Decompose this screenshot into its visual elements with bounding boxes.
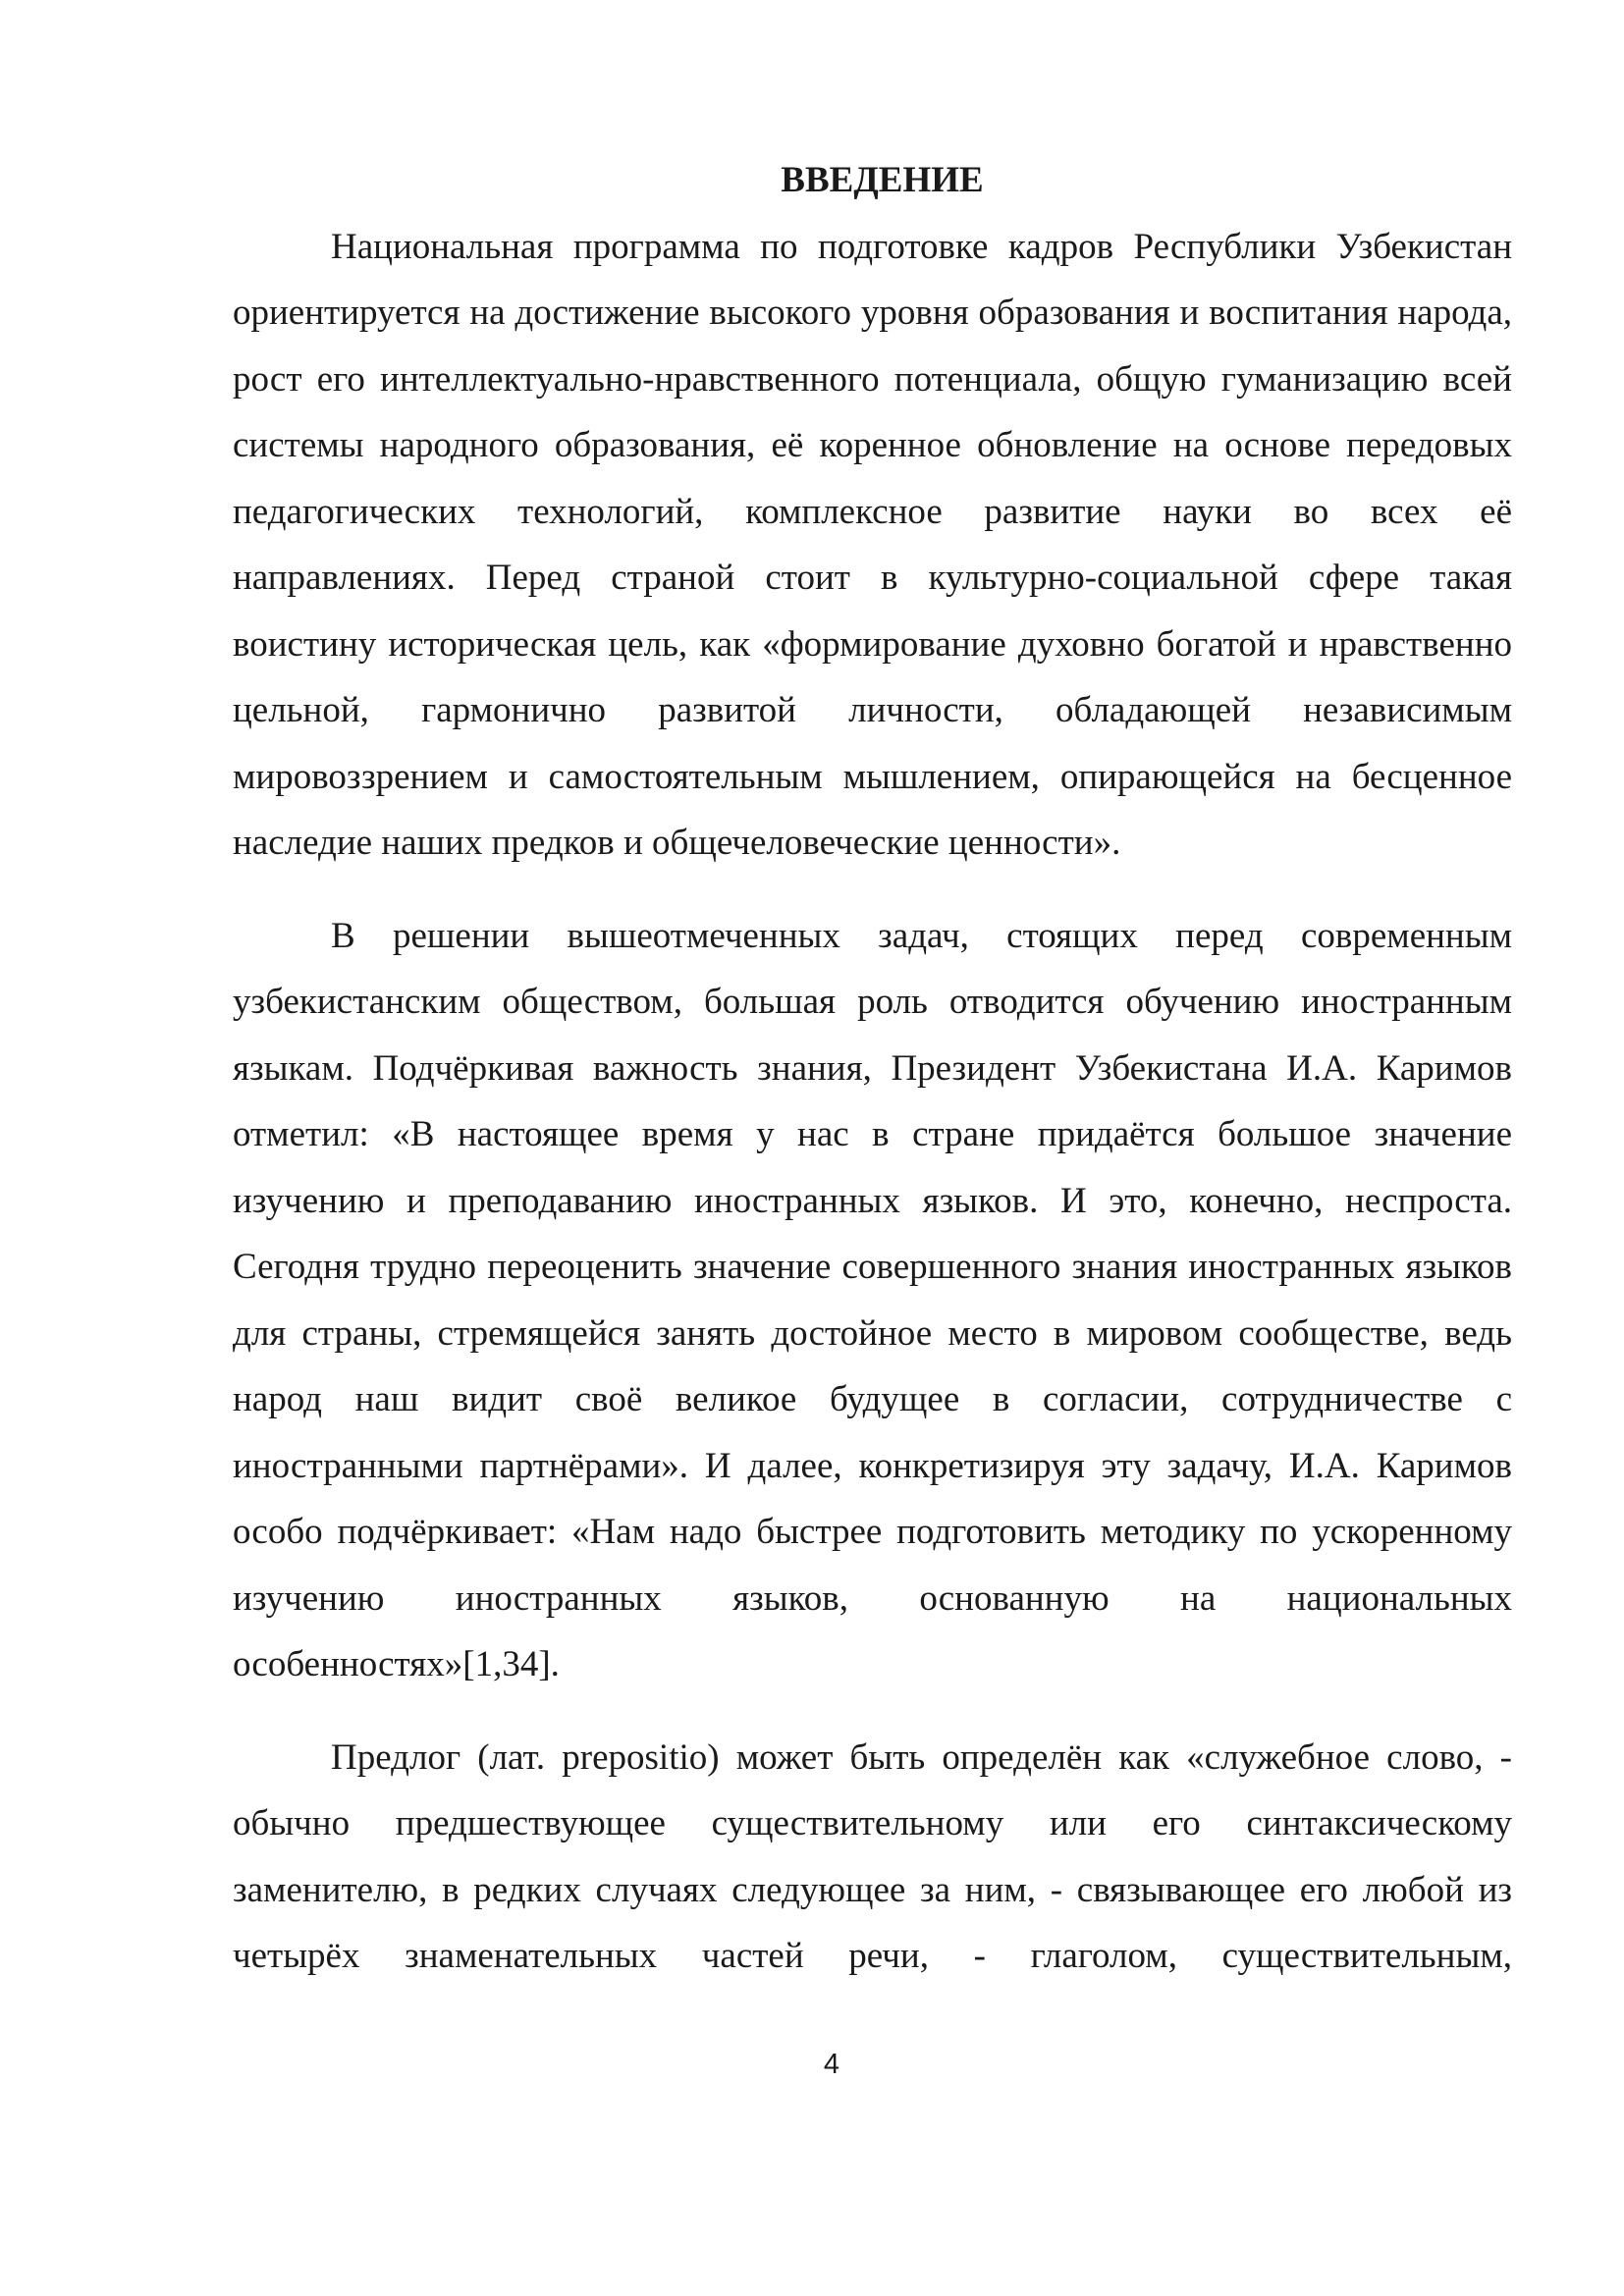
page-number: 4: [823, 2049, 840, 2080]
paragraph-foreign-languages: В решении вышеотмеченных задач, стоящих перед современным узбекистанским обществом, большая роль отводится обучению иностранным языкам. Подчёркивая важность знания, Президент Узбекистана И.А. Каримов отметил: «В настоящее время у нас в стране придаётся большое значение изучению и преподаванию иностранных языков. И это, конечно, неспроста. Сегодня трудно переоценить значение совершенного знания иностранных языков для страны, стремящейся занять достойное место в мировом сообществе, ведь народ наш видит своё великое будущее в согласии, сотрудничестве с иностранными партнёрами». И далее, конкретизируя эту задачу, И.А. Каримов особо подчёркивает: «Нам надо быстрее подготовить методику по ускоренному изучению иностранных языков, основанную на национальных особенностях»[1,34].: [233, 915, 1512, 1684]
document-body: [233, 147, 1512, 1990]
paragraph-national-program: Национальная программа по подготовке кадров Республики Узбекистан ориентируется на достижение высокого уровня образования и воспитания народа, рост его интеллектуально-нравственного потенциала, общую гуманизацию всей системы народного образования, её коренное обновление на основе передовых педагогических технологий, комплексное развитие науки во всех её направлениях. Перед страной стоит в культурно-социальной сфере такая воистину историческая цель, как «формирование духовно богатой и нравственно цельной, гармонично развитой личности, обладающей независимым мировоззрением и самостоятельным мышлением, опирающейся на бесценное наследие наших предков и общечеловеческие ценности».: [233, 226, 1512, 863]
section-title: ВВЕДЕНИЕ: [781, 160, 984, 200]
paragraph-preposition-definition: Предлог (лат. prepositio) может быть определён как «служебное слово, - обычно предшествующее существительному или его синтаксическому заменителю, в редких случаях следующее за ним, - связывающее его любой из четырёх знаменательных частей речи, - глаголом, существительным,: [233, 1736, 1512, 1976]
